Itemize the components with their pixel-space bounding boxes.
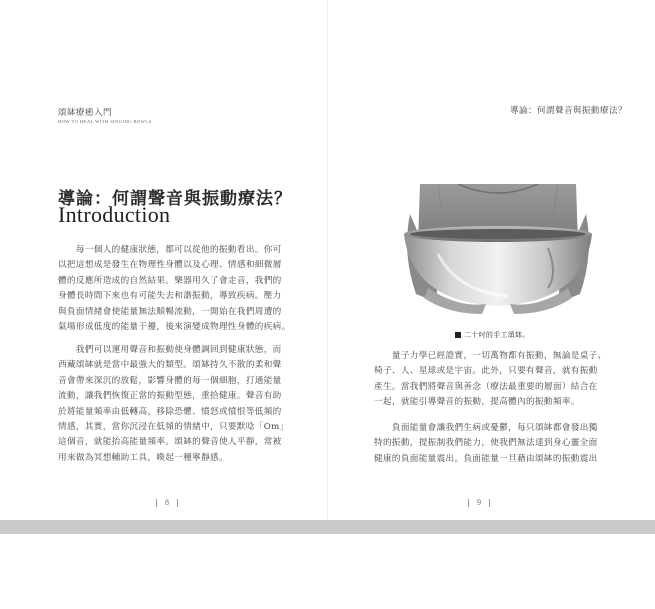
page-number-divider xyxy=(156,499,157,507)
singing-bowl-photo xyxy=(398,184,598,320)
left-running-subtitle: HOW TO HEAL WITH SINGING BOWLS xyxy=(58,119,152,124)
page-number-divider xyxy=(468,499,469,507)
right-paragraph-1: 量子力學已經證實，一切萬物都有振動，無論是桌子、 椅子、人、星球或是宇宙。此外，只要有聲音，就有振動 產生。當我們將聲音與善念（療法最重要的層面）結合在 一起，就能引導聲音的振動，提高體內的振動頻率。 xyxy=(374,351,607,408)
singing-bowl-illustration xyxy=(398,184,598,320)
right-paragraph-2: 負面能量會讓我們生病或憂鬱，每只頌缽都會發出獨 特的振動，提振制我們能力，使我們無法達到身心靈全面 健康的負面能量震出。負面能量一旦藉由頌缽的振動震出 xyxy=(374,423,598,464)
photo-caption-text: 二十吋的手工頌缽。 xyxy=(464,331,530,339)
left-running-title: 頌缽療癒入門 xyxy=(58,108,113,118)
left-page-number-text: 8 xyxy=(165,498,169,507)
left-paragraph-1: 每一個人的健康狀態，都可以從他的振動看出。你可 以把這想成是發生在物理性身體以及心理、情感和細微層 體的反應所造成的自然結果。樂器用久了會走音，我們的 身體長時間下來也有可能失去和諧振動，導致疾病。壓力 與負面情緒會使能量無法順暢流動，一開始在我們周遭的 氣場形成低度的能量干擾，後來演變成物理性身體的疾病。 xyxy=(58,245,291,333)
page-gutter xyxy=(327,0,328,520)
chapter-heading: 導論：何謂聲音與振動療法？ xyxy=(58,189,292,209)
left-running-header xyxy=(58,106,152,124)
page-bottom-edge xyxy=(0,520,655,534)
left-paragraph-2: 我們可以運用聲音和振動使身體調回到健康狀態，而 西藏頌缽就是當中最強大的類型。頌缽持久不散的柔和聲 音會帶來深沉的放鬆，影響身體的每一個細胞，打通能量 流動，讓我們恢復正當的振動型態，重拾健康。聲音有助 於將能量頻率由低轉高，移除恐懼、憤怒或憤恨等低頻的 情感，其實，當你沉浸在低頻的情緒中，只要默唸「Om」 這個音，就能抬高能量頻率。頌缽的聲音使人平靜，常被 用來做為冥想輔助工具，喚起一種寧靜感。 xyxy=(58,345,289,463)
chapter-heading-english: Introduction xyxy=(58,202,171,227)
right-page-number xyxy=(460,498,498,507)
right-page-number-text: 9 xyxy=(477,498,481,507)
left-page-number xyxy=(148,498,186,507)
right-running-title: 導論：何謂聲音與振動療法？ xyxy=(509,106,627,116)
photo-caption xyxy=(455,330,530,340)
page-number-divider xyxy=(177,499,178,507)
page-number-divider xyxy=(489,499,490,507)
caption-square-icon xyxy=(455,332,461,338)
